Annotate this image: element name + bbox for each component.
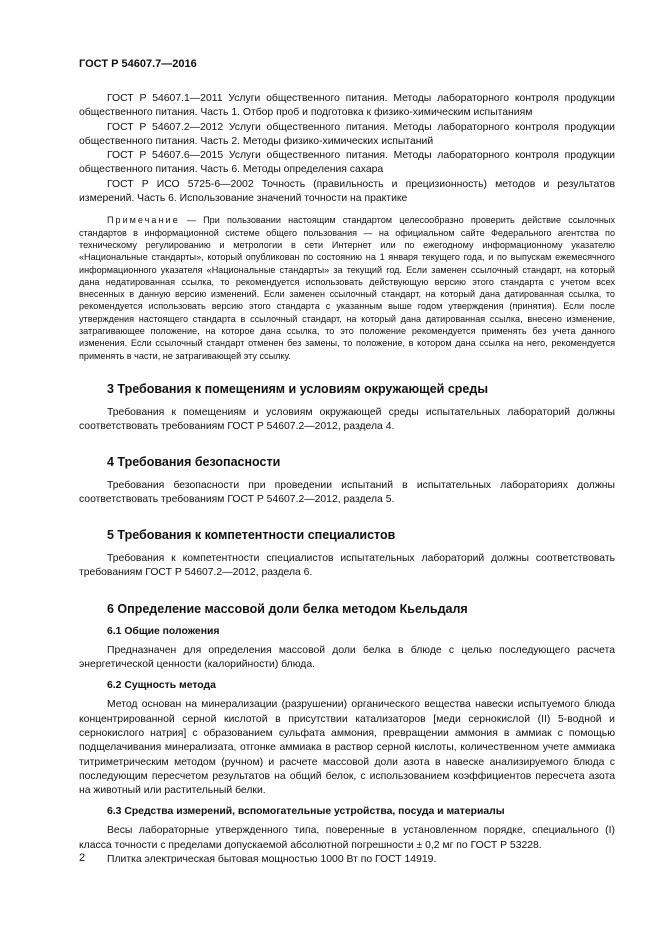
note-text: — При пользовании настоящим стандартом целесообразно проверить действие ссылочных стандартов в информационной системе общего пользования — на официальном сайте Федерального агентства по техническому регулированию и метрологии в сети Интернет или по ежегодному информационному указателю «Национальные стандарты», который опубликован по состоянию на 1 января текущего года, и по выпускам ежемесячного информационного указателя «Национальные стандарты» за текущий год. Если заменен ссылочный стандарт, на который дана недатированная ссылка, то рекомендуется использовать действующую версию этого стандарта с учетом всех внесенных в данную версию изменений. Если заменен ссылочный стандарт, на который дана датированная ссылка, то рекомендуется использовать версию этого стандарта с указанным выше годом утверждения (принятия). Если после утверждения настоящего стандарта в ссылочный стандарт, на который дана датированная ссылка, внесено изменение, затрагивающее положение, на которое дана ссылка, то это положение рекомендуется применять без учета данного изменения. Если ссылочный стандарт отменен без замены, то положение, в котором дана ссылка на него, рекомендуется применять в части, не затрагивающей эту ссылку. <box>79 215 615 361</box>
ref-gost-iso-5725-6: ГОСТ Р ИСО 5725-6—2002 Точность (правильность и прецизионность) методов и результатов измерений. Часть 6. Использование значений точности на практике <box>79 178 615 205</box>
section-4-heading: 4 Требования безопасности <box>107 454 281 469</box>
page-number: 2 <box>79 852 86 864</box>
section-6-2-text: Метод основан на минерализации (разрушении) органического вещества навески испытуемого блюда концентрированной серной кислотой в присутствии катализаторов [меди сернокислой (II) 5-водной и сернокислого натрия] с образованием сульфата аммония, превращении аммония в аммиак с помощью подщелачивания минерализата, отгонке аммиака в раствор серной кислоты, количественном учете аммиака титриметрическим методом (ручном) и расчете массовой доли азота в навеске анализируемого блюда с последующим пересчетом результатов на общий белок, с использованием коэффициентов пересчета азота на животный или растительный белки. <box>79 699 615 797</box>
section-6-2-heading: 6.2 Сущность метода <box>107 680 216 692</box>
section-4-text: Требования безопасности при проведении испытаний в испытательных лабораториях должны соответствовать требованиям ГОСТ Р 54607.2—2012, раздела 5. <box>79 479 615 505</box>
ref-gost-54607-2: ГОСТ Р 54607.2—2012 Услуги общественного питания. Методы лабораторного контроля продукции общественного питания. Часть 2. Методы физико-химических испытаний <box>79 121 615 147</box>
document-header: ГОСТ Р 54607.7—2016 <box>79 58 197 70</box>
ref-gost-54607-1: ГОСТ Р 54607.1—2011 Услуги общественного питания. Методы лабораторного контроля продукции общественного питания. Часть 1. Отбор проб и подготовка к физико-химическим испытаниям <box>79 93 615 119</box>
section-6-heading: 6 Определение массовой доли белка методом Кьельдаля <box>107 601 468 616</box>
section-6-3-text-scales: Весы лабораторные утвержденного типа, поверенные в установленном порядке, специального (I) класса точности с пределами допускаемой абсолютной погрешности ± 0,2 мг по ГОСТ Р 53228. <box>79 825 615 851</box>
section-6-1-text: Предназначен для определения массовой доли белка в блюде с целью последующего расчета энергетической ценности (калорийности) блюда. <box>79 644 615 671</box>
document-body <box>79 92 615 867</box>
ref-gost-54607-6: ГОСТ Р 54607.6—2015 Услуги общественного питания. Методы лабораторного контроля продукции общественного питания. Часть 6. Методы определения сахара <box>79 150 615 176</box>
section-3-text: Требования к помещениям и условиям окружающей среды испытательных лабораторий должны соответствовать требованиям ГОСТ Р 54607.2—2012, раздела 4. <box>79 406 615 433</box>
section-5-heading: 5 Требования к компетентности специалистов <box>107 528 396 543</box>
note-paragraph <box>79 214 615 362</box>
section-5-text: Требования к компетентности специалистов испытательных лабораторий должны соответствовать требованиям ГОСТ Р 54607.2—2012, раздела 6. <box>79 553 615 579</box>
section-6-3-text-hotplate: Плитка электрическая бытовая мощностью 1000 Вт по ГОСТ 14919. <box>107 853 437 865</box>
section-6-1-heading: 6.1 Общие положения <box>107 625 220 637</box>
note-label: Примечание <box>107 215 180 226</box>
section-6-3-heading: 6.3 Средства измерений, вспомогательные устройства, посуда и материалы <box>107 806 505 818</box>
section-3-heading: 3 Требования к помещениям и условиям окружающей среды <box>107 381 488 396</box>
